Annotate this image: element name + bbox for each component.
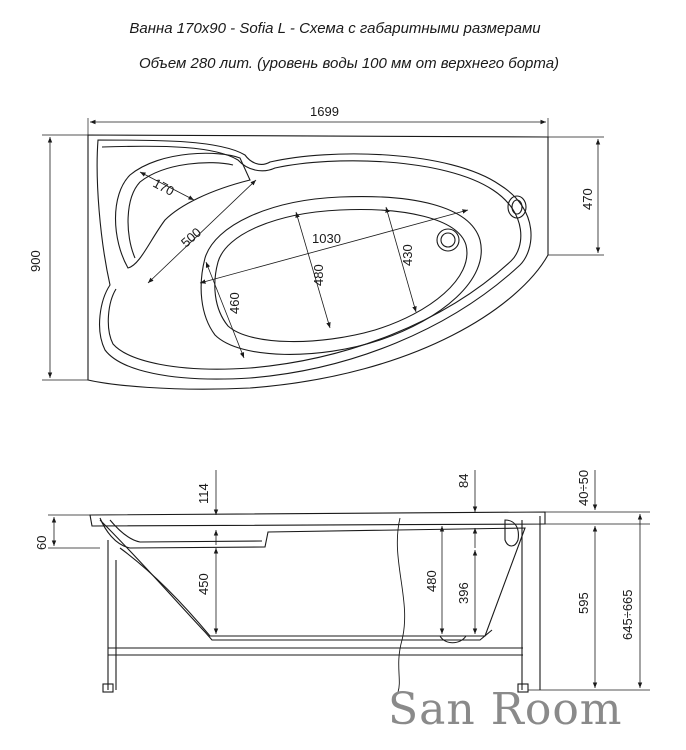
side-rim [90,512,545,526]
drain-icon [437,229,459,251]
dim-seat-depth: 450 [196,573,211,595]
headrest [116,153,251,268]
dim-depth: 480 [424,570,439,592]
dim-headrest: 170 [150,175,177,199]
dim-rim-left: 60 [34,535,49,550]
support-frame [108,540,523,690]
dim-height: 900 [28,250,43,272]
dim-width: 1699 [310,104,339,119]
top-view [42,118,604,389]
dim-basin-right: 430 [400,244,415,266]
diagram-subtitle: Объем 280 лит. (уровень воды 100 мм от верхнего борта) [138,55,560,72]
dim-right-height: 470 [580,188,595,210]
dim-basin-length: 1030 [312,231,341,246]
dim-headrest-height: 114 [196,483,211,504]
dim-basin-width: 480 [311,264,326,286]
diagram-title: Ванна 170х90 - Sofia L - Схема с габаритными размерами [129,20,541,37]
front-panel [522,516,540,690]
side-body-inner [110,520,262,542]
side-body [100,518,525,636]
basin-inner [215,210,467,342]
panel-cut [397,518,404,692]
headrest-inner [128,163,233,258]
side-view [48,470,650,692]
watermark: San Room [388,684,623,735]
dim-total-height: 645÷665 [620,589,635,640]
dim-leg: 595 [576,592,591,614]
dim-basin-left: 460 [227,292,242,314]
dim-inner-depth: 396 [456,582,471,604]
dim-rim-right: 84 [456,473,471,488]
siphon [440,636,466,643]
dim-seat: 500 [177,224,205,251]
dim-overflow: 40÷50 [576,469,591,506]
basin-outer [201,197,481,355]
